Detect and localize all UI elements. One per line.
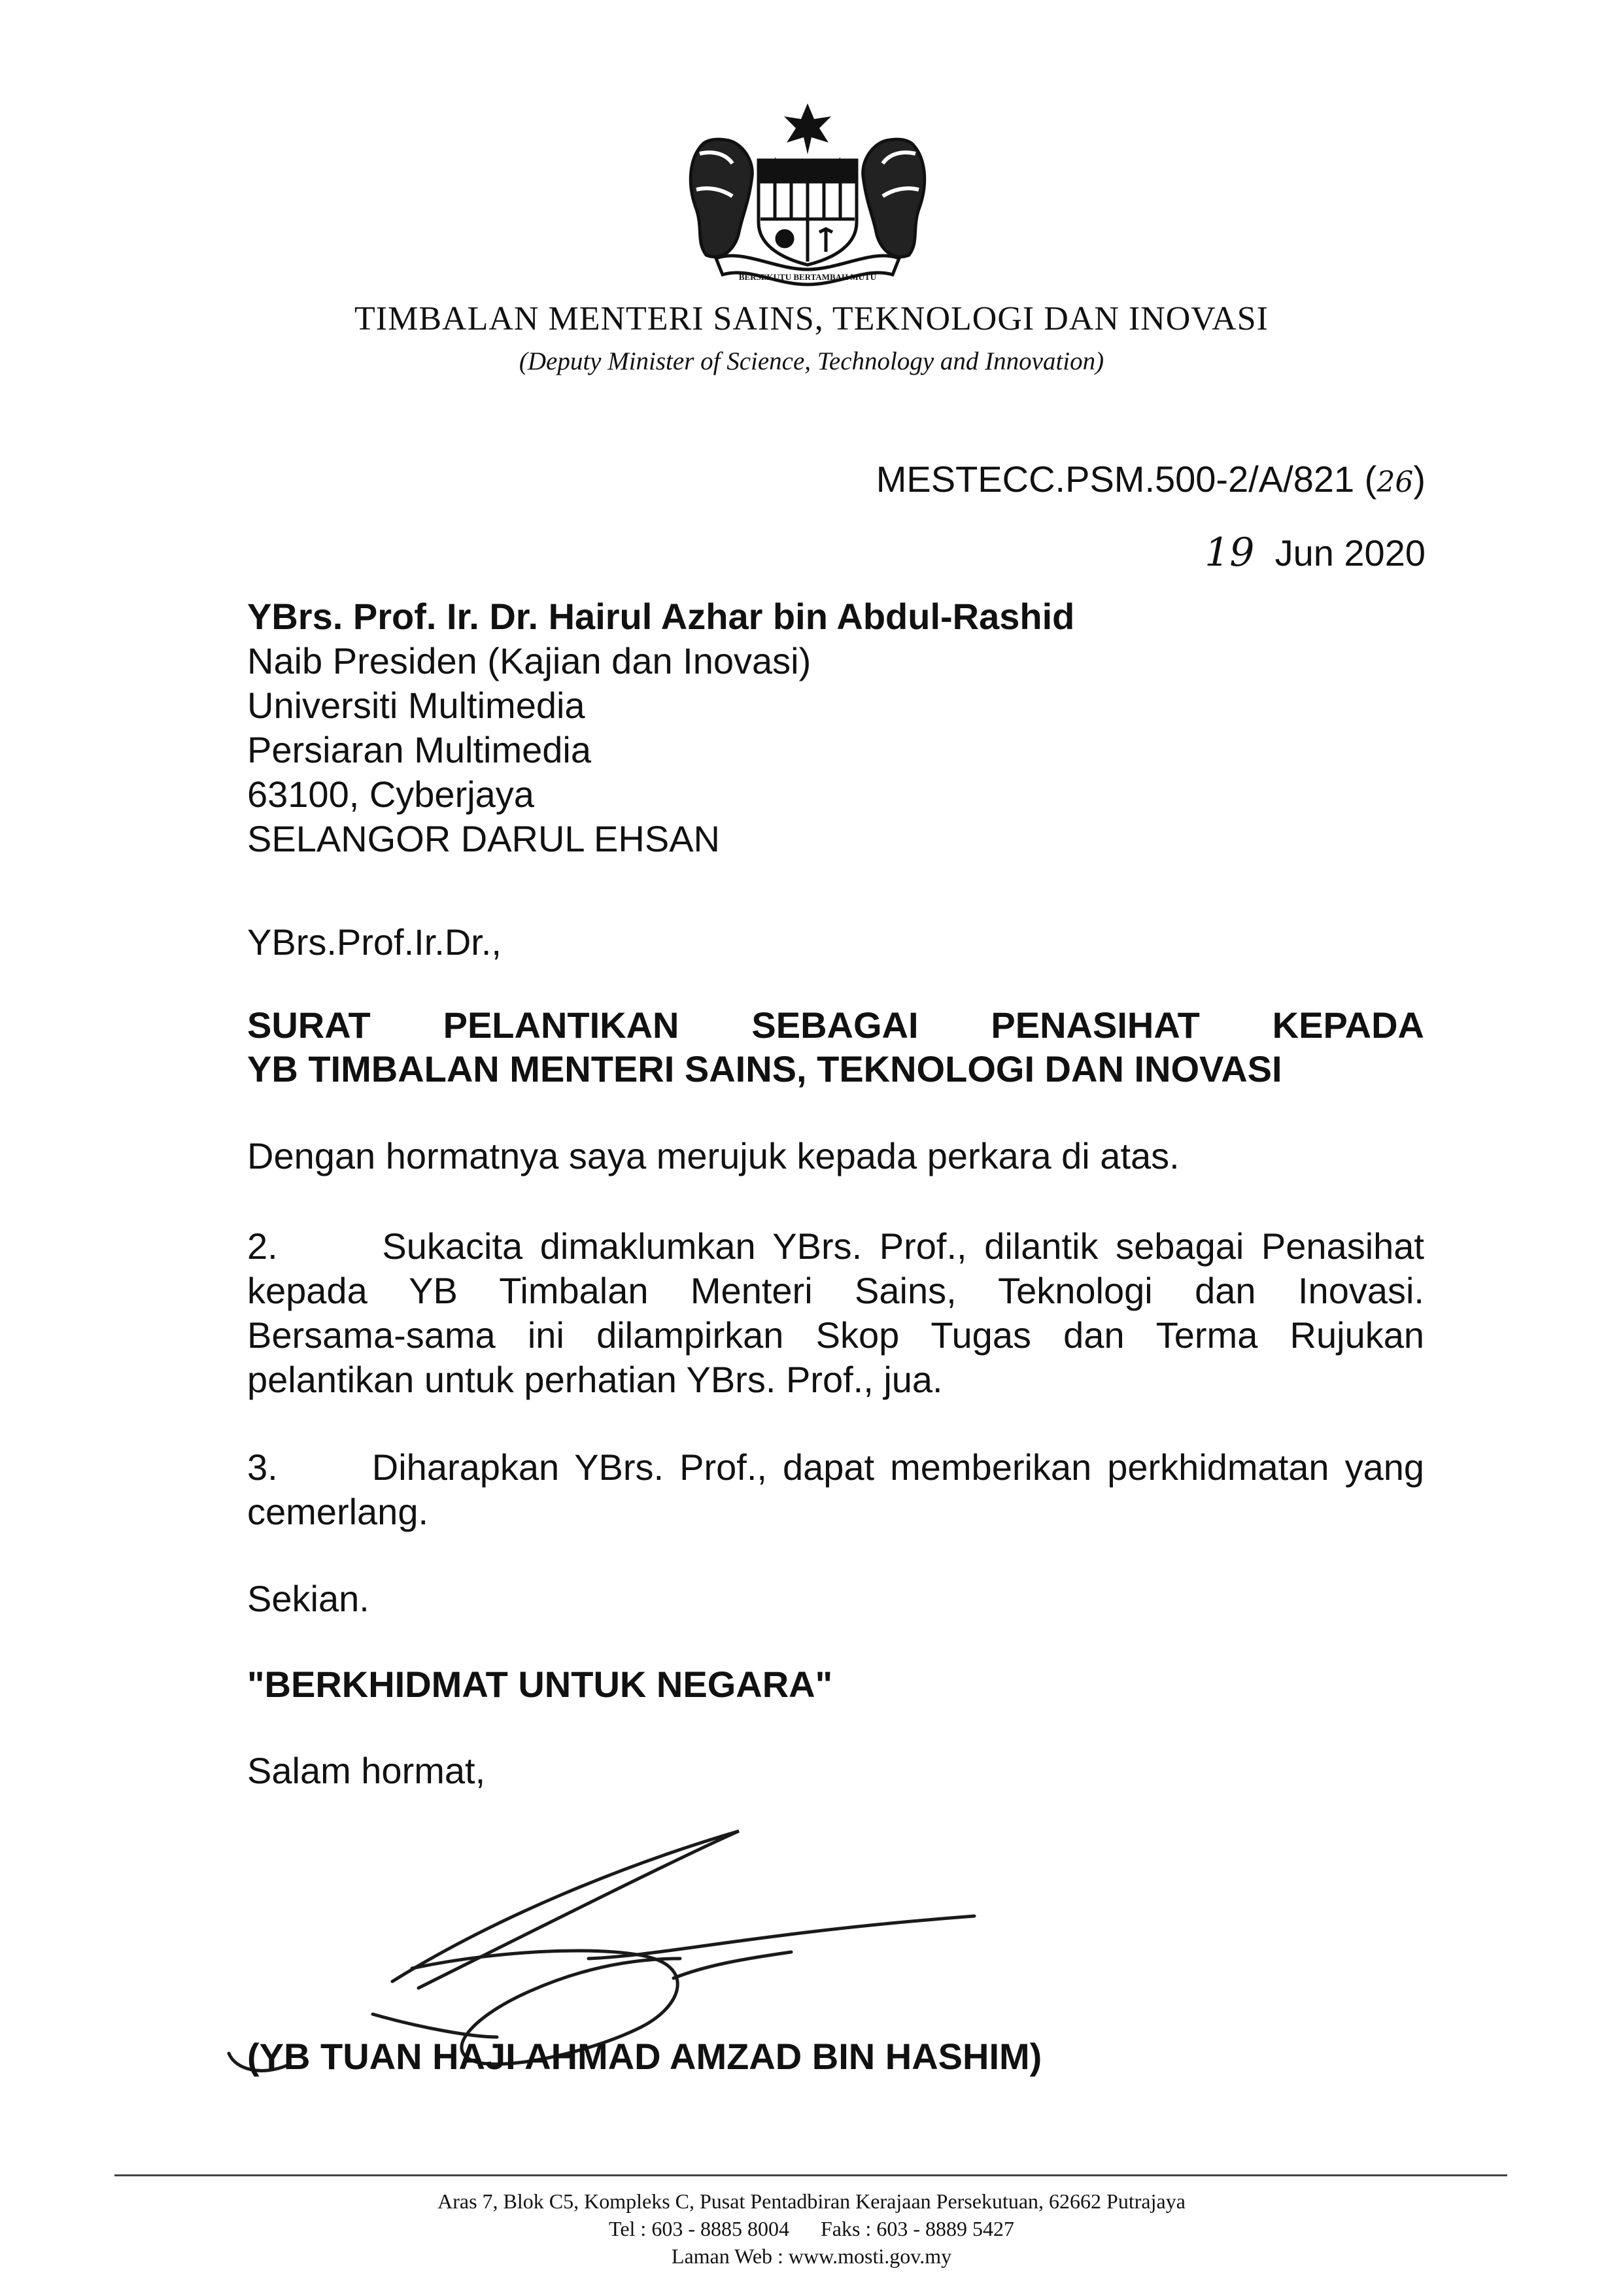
paragraph-2-line-2: kepada YB Timbalan Menteri Sains, Teknologi dan Inovasi.	[247, 1270, 1424, 1311]
slogan: "BERKHIDMAT UNTUK NEGARA"	[247, 1664, 833, 1705]
signatory-name: (YB TUAN HAJI AHMAD AMZAD BIN HASHIM)	[247, 2036, 1042, 2077]
closing: Sekian.	[247, 1578, 369, 1619]
recipient-name: YBrs. Prof. Ir. Dr. Hairul Azhar bin Abdul-Rashid	[247, 596, 1075, 637]
letter-date: 19 Jun 2020	[1204, 530, 1426, 575]
footer-address: Aras 7, Blok C5, Kompleks C, Pusat Pentadbiran Kerajaan Persekutuan, 62662 Putrajaya	[437, 2189, 1186, 2213]
recipient-street: Persiaran Multimedia	[247, 729, 591, 770]
paragraph-2-line-3: Bersama-sama ini dilampirkan Skop Tugas dan Terma Rujukan	[247, 1314, 1424, 1356]
subject-line-2: YB TIMBALAN MENTERI SAINS, TEKNOLOGI DAN INOVASI	[247, 1048, 1282, 1089]
salutation: YBrs.Prof.Ir.Dr.,	[247, 921, 502, 963]
recipient-state: SELANGOR DARUL EHSAN	[247, 818, 720, 859]
ministry-subtitle: (Deputy Minister of Science, Technology and Innovation)	[519, 347, 1104, 375]
regards: Salam hormat,	[247, 1750, 486, 1791]
paragraph-3-line-2: cemerlang.	[247, 1491, 429, 1532]
recipient-city: 63100, Cyberjaya	[247, 774, 534, 815]
recipient-title: Naib Presiden (Kajian dan Inovasi)	[247, 640, 811, 681]
footer-phones: Tel : 603 - 8885 8004 Faks : 603 - 8889 5427	[609, 2217, 1014, 2240]
svg-text:BERSEKUTU BERTAMBAH MUTU: BERSEKUTU BERTAMBAH MUTU	[738, 272, 877, 282]
intro-paragraph: Dengan hormatnya saya merujuk kepada perkara di atas.	[247, 1135, 1180, 1176]
subject-line-1: SURAT PELANTIKAN SEBAGAI PENASIHAT KEPADA	[247, 1004, 1424, 1046]
handwritten-ref-suffix: 26	[1376, 466, 1414, 499]
paragraph-2-line-4: pelantikan untuk perhatian YBrs. Prof., jua.	[247, 1359, 943, 1400]
ministry-title: TIMBALAN MENTERI SAINS, TEKNOLOGI DAN INOVASI	[354, 300, 1269, 337]
footer-divider	[114, 2174, 1507, 2176]
footer-website: Laman Web : www.mosti.gov.my	[671, 2244, 952, 2268]
paragraph-2-line-1: 2. Sukacita dimaklumkan YBrs. Prof., dilantik sebagai Penasihat	[247, 1225, 1424, 1267]
handwritten-date-day: 19	[1204, 530, 1255, 575]
paragraph-3-line-1: 3. Diharapkan YBrs. Prof., dapat memberikan perkhidmatan yang	[247, 1447, 1424, 1488]
coat-of-arms-emblem	[677, 98, 938, 288]
recipient-org: Universiti Multimedia	[247, 685, 585, 726]
reference-number: MESTECC.PSM.500-2/A/821 (26)	[876, 458, 1426, 500]
